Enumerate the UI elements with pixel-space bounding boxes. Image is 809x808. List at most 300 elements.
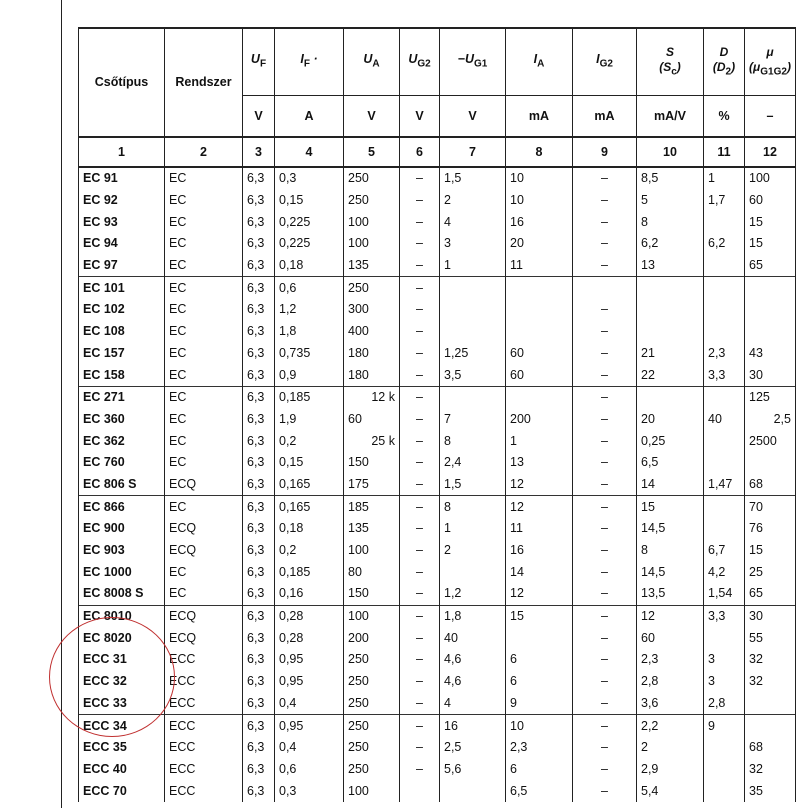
table-cell: 100 <box>344 605 400 627</box>
table-cell: – <box>573 255 637 277</box>
table-cell: 3,5 <box>440 364 506 386</box>
table-cell <box>440 386 506 408</box>
header-symbol: $I_{G2}$ <box>573 28 637 96</box>
table-cell: 100 <box>344 540 400 562</box>
table-cell: 1,5 <box>440 474 506 496</box>
table-cell: 6,3 <box>243 780 275 802</box>
tube-type-cell: EC 360 <box>79 409 165 431</box>
table-cell: – <box>573 737 637 759</box>
table-cell: 3,3 <box>704 364 745 386</box>
table-cell <box>637 277 704 299</box>
table-cell: 32 <box>745 671 796 693</box>
table-cell: 9 <box>506 693 573 715</box>
table-cell: 1,2 <box>440 583 506 605</box>
table-cell: – <box>573 496 637 518</box>
table-cell: 6,5 <box>637 452 704 474</box>
table-row <box>79 452 796 474</box>
table-cell: – <box>573 190 637 212</box>
table-cell: 12 <box>506 496 573 518</box>
table-cell: 11 <box>506 518 573 540</box>
table-cell: 0,95 <box>275 649 344 671</box>
tube-type-cell: EC 903 <box>79 540 165 562</box>
table-cell: 4,6 <box>440 649 506 671</box>
table-cell <box>745 693 796 715</box>
table-cell <box>704 277 745 299</box>
table-cell: 8 <box>637 211 704 233</box>
table-cell: 5,4 <box>637 780 704 802</box>
table-row <box>79 518 796 540</box>
table-cell: 6,3 <box>243 386 275 408</box>
table-cell: 250 <box>344 715 400 737</box>
table-cell: 1,25 <box>440 343 506 365</box>
table-cell: – <box>573 409 637 431</box>
table-cell: 6,3 <box>243 233 275 255</box>
table-cell: EC <box>165 561 243 583</box>
table-cell: 4 <box>440 693 506 715</box>
table-cell: 15 <box>506 605 573 627</box>
tube-type-cell: ECC 70 <box>79 780 165 802</box>
table-cell: – <box>400 605 440 627</box>
table-cell: – <box>400 211 440 233</box>
table-cell: 15 <box>745 211 796 233</box>
table-cell: 3 <box>704 671 745 693</box>
table-cell: 76 <box>745 518 796 540</box>
table-cell: 2 <box>440 190 506 212</box>
table-cell: 0,3 <box>275 167 344 190</box>
table-cell: 100 <box>344 211 400 233</box>
tube-data-table <box>78 27 796 802</box>
table-cell: 6,3 <box>243 190 275 212</box>
table-cell <box>704 780 745 802</box>
table-cell: 2 <box>637 737 704 759</box>
table-cell: 125 <box>745 386 796 408</box>
table-cell: 0,165 <box>275 474 344 496</box>
table-cell: – <box>400 561 440 583</box>
table-cell: 14 <box>506 561 573 583</box>
table-cell: 60 <box>344 409 400 431</box>
table-cell: 6,3 <box>243 561 275 583</box>
table-cell: 250 <box>344 190 400 212</box>
table-cell: 6,3 <box>243 409 275 431</box>
table-cell: 4 <box>440 211 506 233</box>
table-cell: 0,15 <box>275 190 344 212</box>
tube-type-cell: EC 101 <box>79 277 165 299</box>
header-column-number: 7 <box>440 137 506 167</box>
table-cell: 6,3 <box>243 671 275 693</box>
table-cell: 25 k <box>344 430 400 452</box>
header-symbol: $I_F$ · <box>275 28 344 96</box>
table-cell: EC <box>165 299 243 321</box>
table-cell <box>745 715 796 737</box>
header-symbol: D $(D_2)$ <box>704 28 745 96</box>
table-cell: 2,2 <box>637 715 704 737</box>
table-cell: 6,3 <box>243 255 275 277</box>
table-cell: 3 <box>440 233 506 255</box>
table-cell: – <box>573 605 637 627</box>
tube-type-cell: EC 1000 <box>79 561 165 583</box>
table-cell: – <box>400 167 440 190</box>
table-cell: ECQ <box>165 474 243 496</box>
table-cell <box>506 277 573 299</box>
table-cell: 16 <box>506 211 573 233</box>
table-cell: 6,3 <box>243 737 275 759</box>
table-cell: 0,18 <box>275 255 344 277</box>
table-cell <box>506 321 573 343</box>
header-unit: V <box>243 96 275 138</box>
table-cell: 6,3 <box>243 277 275 299</box>
tube-type-cell: EC 8010 <box>79 605 165 627</box>
table-cell: 6,5 <box>506 780 573 802</box>
table-cell: 0,6 <box>275 277 344 299</box>
table-cell <box>440 277 506 299</box>
table-cell: 8,5 <box>637 167 704 190</box>
table-cell: 11 <box>506 255 573 277</box>
table-cell <box>704 496 745 518</box>
table-cell: 8 <box>637 540 704 562</box>
table-header <box>79 28 796 167</box>
table-cell <box>637 386 704 408</box>
header-symbol: μ $(\mu_{G1G2})$ <box>745 28 796 96</box>
table-cell: 1 <box>506 430 573 452</box>
table-cell: 5,6 <box>440 759 506 781</box>
header-column-number: 9 <box>573 137 637 167</box>
table-cell: 1 <box>440 518 506 540</box>
table-cell: 60 <box>506 364 573 386</box>
table-cell: – <box>400 496 440 518</box>
table-cell: 0,2 <box>275 430 344 452</box>
table-cell: 1,7 <box>704 190 745 212</box>
table-cell: 1,8 <box>275 321 344 343</box>
table-body <box>79 167 796 802</box>
table-cell: 13,5 <box>637 583 704 605</box>
table-cell: 6,2 <box>704 233 745 255</box>
table-cell: – <box>573 167 637 190</box>
header-type: Csőtípus <box>79 28 165 137</box>
header-unit: mA <box>506 96 573 138</box>
table-cell: 43 <box>745 343 796 365</box>
table-cell: 15 <box>637 496 704 518</box>
table-cell: 6,3 <box>243 474 275 496</box>
table-cell: 14,5 <box>637 561 704 583</box>
table-cell <box>704 299 745 321</box>
table-cell: 100 <box>745 167 796 190</box>
table-row <box>79 364 796 386</box>
table-cell: 15 <box>745 233 796 255</box>
table-cell: 0,4 <box>275 693 344 715</box>
table-cell <box>440 321 506 343</box>
table-cell: 2,4 <box>440 452 506 474</box>
header-column-number: 2 <box>165 137 243 167</box>
table-row <box>79 496 796 518</box>
table-cell: 1,9 <box>275 409 344 431</box>
table-cell: 2,5 <box>440 737 506 759</box>
table-cell: 3 <box>704 649 745 671</box>
table-cell: 0,165 <box>275 496 344 518</box>
table-cell: 1 <box>704 167 745 190</box>
table-cell <box>440 780 506 802</box>
tube-type-cell: ECC 35 <box>79 737 165 759</box>
table-cell: 6,3 <box>243 759 275 781</box>
table-cell: 200 <box>344 627 400 649</box>
table-cell: 10 <box>506 190 573 212</box>
table-cell: 16 <box>506 540 573 562</box>
table-cell: 0,185 <box>275 561 344 583</box>
table-cell: – <box>400 583 440 605</box>
table-cell: 100 <box>344 780 400 802</box>
table-cell: 32 <box>745 649 796 671</box>
header-column-number: 1 <box>79 137 165 167</box>
table-cell: 6 <box>506 759 573 781</box>
table-cell <box>704 386 745 408</box>
table-row <box>79 474 796 496</box>
table-cell: 6,3 <box>243 452 275 474</box>
table-cell: 40 <box>704 409 745 431</box>
table-cell: 180 <box>344 343 400 365</box>
table-cell: 15 <box>745 540 796 562</box>
table-cell <box>704 759 745 781</box>
table-cell: – <box>400 364 440 386</box>
table-cell: 2,3 <box>637 649 704 671</box>
table-cell: 0,9 <box>275 364 344 386</box>
table-cell: 32 <box>745 759 796 781</box>
header-symbol: $U_A$ <box>344 28 400 96</box>
table-cell: – <box>573 518 637 540</box>
table-cell: 6,3 <box>243 167 275 190</box>
tube-type-cell: EC 108 <box>79 321 165 343</box>
table-cell <box>704 211 745 233</box>
table-cell: – <box>573 561 637 583</box>
table-cell: 13 <box>637 255 704 277</box>
table-cell: – <box>573 430 637 452</box>
table-row <box>79 780 796 802</box>
table-cell: – <box>400 299 440 321</box>
table-cell: 0,3 <box>275 780 344 802</box>
table-cell: 60 <box>506 343 573 365</box>
table-cell <box>745 277 796 299</box>
table-cell: 12 <box>506 474 573 496</box>
tube-type-cell: ECC 32 <box>79 671 165 693</box>
table-cell: EC <box>165 321 243 343</box>
table-cell: – <box>400 386 440 408</box>
table-cell: – <box>400 715 440 737</box>
table-cell: 6,3 <box>243 496 275 518</box>
header-unit: mA/V <box>637 96 704 138</box>
header-symbol: $U_{G2}$ <box>400 28 440 96</box>
header-symbol: S $(S_c)$ <box>637 28 704 96</box>
table-cell: – <box>400 540 440 562</box>
table-row <box>79 211 796 233</box>
table-cell: ECC <box>165 671 243 693</box>
table-cell <box>506 627 573 649</box>
table-row <box>79 583 796 605</box>
tube-type-cell: EC 102 <box>79 299 165 321</box>
tube-type-cell: ECC 33 <box>79 693 165 715</box>
table-row <box>79 649 796 671</box>
header-column-number: 4 <box>275 137 344 167</box>
table-row <box>79 430 796 452</box>
table-cell: 6,3 <box>243 211 275 233</box>
table-cell: 10 <box>506 715 573 737</box>
table-cell: – <box>573 452 637 474</box>
table-cell: 1 <box>440 255 506 277</box>
table-cell: 3,6 <box>637 693 704 715</box>
table-cell <box>440 299 506 321</box>
table-cell: EC <box>165 211 243 233</box>
tube-type-cell: ECC 34 <box>79 715 165 737</box>
table-row <box>79 321 796 343</box>
table-cell: 13 <box>506 452 573 474</box>
table-cell: – <box>573 627 637 649</box>
table-cell: 65 <box>745 255 796 277</box>
table-cell: 2,8 <box>704 693 745 715</box>
table-cell: EC <box>165 277 243 299</box>
table-cell: EC <box>165 190 243 212</box>
table-cell: 6,3 <box>243 649 275 671</box>
table-cell: 2 <box>440 540 506 562</box>
table-cell: 250 <box>344 737 400 759</box>
table-cell: EC <box>165 430 243 452</box>
table-cell: 0,28 <box>275 605 344 627</box>
header-number-row <box>79 137 796 167</box>
table-cell: 68 <box>745 737 796 759</box>
table-cell: 400 <box>344 321 400 343</box>
header-symbol: $I_A$ <box>506 28 573 96</box>
table-cell: – <box>573 540 637 562</box>
header-unit: % <box>704 96 745 138</box>
table-row <box>79 540 796 562</box>
table-row <box>79 715 796 737</box>
table-cell: 12 <box>637 605 704 627</box>
tube-type-cell: EC 92 <box>79 190 165 212</box>
tube-type-cell: EC 97 <box>79 255 165 277</box>
table-cell: – <box>400 430 440 452</box>
table-cell: – <box>573 474 637 496</box>
table-cell: 5 <box>637 190 704 212</box>
table-cell: 185 <box>344 496 400 518</box>
table-cell: – <box>400 190 440 212</box>
table-cell: 250 <box>344 167 400 190</box>
table-cell: ECC <box>165 737 243 759</box>
table-cell: – <box>400 233 440 255</box>
table-cell: 6 <box>506 671 573 693</box>
table-cell: EC <box>165 255 243 277</box>
table-cell: – <box>400 409 440 431</box>
table-cell: – <box>573 671 637 693</box>
table-cell <box>745 299 796 321</box>
table-cell <box>506 386 573 408</box>
table-cell: 8 <box>440 496 506 518</box>
table-cell: 3,3 <box>704 605 745 627</box>
table-row <box>79 737 796 759</box>
header-column-number: 10 <box>637 137 704 167</box>
table-cell: 0,225 <box>275 233 344 255</box>
table-cell: 4,2 <box>704 561 745 583</box>
page-margin-line <box>61 0 62 808</box>
table-row <box>79 627 796 649</box>
table-cell: – <box>400 343 440 365</box>
table-cell: 0,95 <box>275 715 344 737</box>
table-cell: 14 <box>637 474 704 496</box>
tube-type-cell: EC 8008 S <box>79 583 165 605</box>
table-row <box>79 605 796 627</box>
table-cell <box>440 561 506 583</box>
table-cell: 250 <box>344 671 400 693</box>
table-cell: 6,3 <box>243 583 275 605</box>
table-cell: 6,3 <box>243 715 275 737</box>
table-cell: – <box>400 474 440 496</box>
table-cell <box>573 277 637 299</box>
table-cell: 1,54 <box>704 583 745 605</box>
table-cell: 16 <box>440 715 506 737</box>
table-cell: 0,16 <box>275 583 344 605</box>
table-cell <box>704 255 745 277</box>
table-cell: – <box>400 671 440 693</box>
tube-type-cell: EC 91 <box>79 167 165 190</box>
tube-type-cell: EC 271 <box>79 386 165 408</box>
table-cell: 6,3 <box>243 430 275 452</box>
table-cell: 0,225 <box>275 211 344 233</box>
table-cell: – <box>573 715 637 737</box>
table-cell: 68 <box>745 474 796 496</box>
table-cell: 30 <box>745 605 796 627</box>
table-cell: 250 <box>344 759 400 781</box>
table-cell: – <box>573 343 637 365</box>
table-cell: – <box>573 233 637 255</box>
header-unit: mA <box>573 96 637 138</box>
table-row <box>79 299 796 321</box>
table-cell: 20 <box>637 409 704 431</box>
table-cell: 70 <box>745 496 796 518</box>
table-cell <box>745 452 796 474</box>
table-cell: – <box>573 780 637 802</box>
tube-type-cell: EC 806 S <box>79 474 165 496</box>
table-cell: 6,3 <box>243 518 275 540</box>
table-cell: 1,2 <box>275 299 344 321</box>
table-cell: 180 <box>344 364 400 386</box>
table-cell: EC <box>165 233 243 255</box>
table-cell: 0,25 <box>637 430 704 452</box>
table-cell: EC <box>165 409 243 431</box>
table-cell: 6,3 <box>243 540 275 562</box>
table-cell: – <box>400 452 440 474</box>
table-cell: ECQ <box>165 627 243 649</box>
tube-type-cell: EC 158 <box>79 364 165 386</box>
table-cell <box>637 321 704 343</box>
table-cell: ECQ <box>165 540 243 562</box>
table-cell: 6,7 <box>704 540 745 562</box>
table-cell: 100 <box>344 233 400 255</box>
table-cell: 9 <box>704 715 745 737</box>
header-system: Rendszer <box>165 28 243 137</box>
table-cell: ECQ <box>165 605 243 627</box>
table-row <box>79 409 796 431</box>
table-cell: 6,3 <box>243 627 275 649</box>
table-cell: 0,18 <box>275 518 344 540</box>
table-cell: 2500 <box>745 430 796 452</box>
tube-type-cell: ECC 31 <box>79 649 165 671</box>
table-cell: 135 <box>344 255 400 277</box>
table-cell: EC <box>165 343 243 365</box>
table-cell: 1,47 <box>704 474 745 496</box>
table-cell: 40 <box>440 627 506 649</box>
tube-type-cell: EC 900 <box>79 518 165 540</box>
header-column-number: 12 <box>745 137 796 167</box>
header-column-number: 5 <box>344 137 400 167</box>
table-row <box>79 759 796 781</box>
table-cell: EC <box>165 386 243 408</box>
tube-type-cell: ECC 40 <box>79 759 165 781</box>
table-cell: 0,185 <box>275 386 344 408</box>
